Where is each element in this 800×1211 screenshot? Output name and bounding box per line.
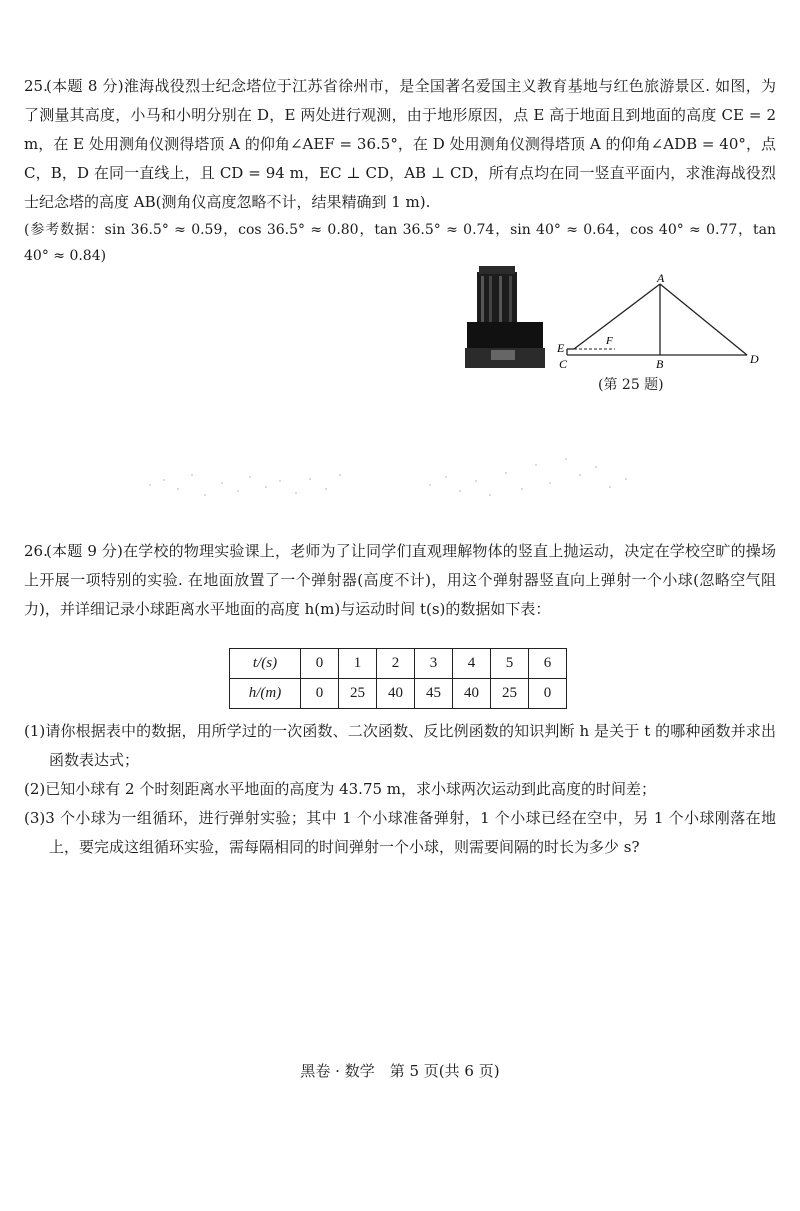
tower-photo xyxy=(465,262,545,368)
table-cell: 0 xyxy=(301,679,339,709)
table-cell: 2 xyxy=(377,649,415,679)
triangle-diagram xyxy=(557,272,767,372)
label-b: B xyxy=(656,357,664,371)
question-26 xyxy=(24,537,776,624)
table-cell: 0 xyxy=(301,649,339,679)
table-cell: 25 xyxy=(339,679,377,709)
table-cell: 3 xyxy=(415,649,453,679)
question-25-reference-data: (参考数据：sin 36.5° ≈ 0.59，cos 36.5° ≈ 0.80，tan 36.5° ≈ 0.74，sin 40° ≈ 0.64，cos 40° ≈ 0.77，tan 40° ≈ 0.84) xyxy=(24,222,776,264)
table-cell: 0 xyxy=(529,679,567,709)
data-table xyxy=(229,648,567,709)
scan-artifact xyxy=(130,445,650,530)
table-cell: 6 xyxy=(529,649,567,679)
table-cell: 1 xyxy=(339,649,377,679)
question-25-text: (本题 8 分)淮海战役烈士纪念塔位于江苏省徐州市，是全国著名爱国主义教育基地与红色旅游景区. 如图，为了测量其高度，小马和小明分别在 D，E 两处进行观测，由于地形原因，点 E 高于地面且到地面的高度 CE = 2 m，在 E 处用测角仪测得塔顶 A 的仰角∠AEF = 36.5°，在 D 处用测角仪测得塔顶 A 的仰角∠ADB = 40°，点 C，B，D 在同一直线上，且 CD = 94 m，EC ⊥ CD，AB ⊥ CD，所有点均在同一竖直平面内，求淮海战役烈士纪念塔的高度 AB(测角仪高度忽略不计，结果精确到 1 m). xyxy=(24,77,776,211)
label-d: D xyxy=(750,352,759,366)
label-f: F xyxy=(606,335,613,347)
figure-25-caption: (第 25 题) xyxy=(598,377,664,393)
question-26-part-1: (1)请你根据表中的数据，用所学过的一次函数、二次函数、反比例函数的知识判断 h 是关于 t 的哪种函数并求出函数表达式； xyxy=(24,722,776,769)
question-26-part-2: (2)已知小球有 2 个时刻距离水平地面的高度为 43.75 m，求小球两次运动到此高度的时间差； xyxy=(24,780,657,798)
table-cell: 45 xyxy=(415,679,453,709)
table-header-h: h/(m) xyxy=(230,679,301,709)
question-26-number: 26. xyxy=(24,542,48,560)
table-header-t: t/(s) xyxy=(230,649,301,679)
question-26-text: (本题 9 分)在学校的物理实验课上，老师为了让同学们直观理解物体的竖直上抛运动，决定在学校空旷的操场上开展一项特别的实验. 在地面放置了一个弹射器(高度不计)，用这个弹射器竖直向上弹射一个小球(忽略空气阻力)，并详细记录小球距离水平地面的高度 h(m)与运动时间 t(s)的数据如下表： xyxy=(24,542,776,618)
table-cell: 5 xyxy=(491,649,529,679)
page-footer: 黑卷 · 数学 第 5 页(共 6 页) xyxy=(300,1062,500,1080)
question-25-number: 25. xyxy=(24,77,48,95)
question-26-parts xyxy=(24,717,776,862)
question-26-part-3: (3)3 个小球为一组循环，进行弹射实验；其中 1 个小球准备弹射，1 个小球已经在空中，另 1 个小球刚落在地上，要完成这组循环实验，需每隔相同的时间弹射一个小球，则需要间隔的时长为多少 s? xyxy=(24,809,776,856)
question-25 xyxy=(24,72,776,269)
table-cell: 40 xyxy=(453,679,491,709)
line-ad xyxy=(660,284,747,355)
table-cell: 25 xyxy=(491,679,529,709)
table-cell: 4 xyxy=(453,649,491,679)
table-row xyxy=(230,649,567,679)
label-e: E xyxy=(557,341,565,355)
question-26-stem xyxy=(24,537,776,624)
table-row xyxy=(230,679,567,709)
label-c: C xyxy=(559,357,568,371)
table-cell: 40 xyxy=(377,679,415,709)
label-a: A xyxy=(657,272,665,285)
line-ae xyxy=(574,284,660,349)
question-25-stem xyxy=(24,72,776,217)
